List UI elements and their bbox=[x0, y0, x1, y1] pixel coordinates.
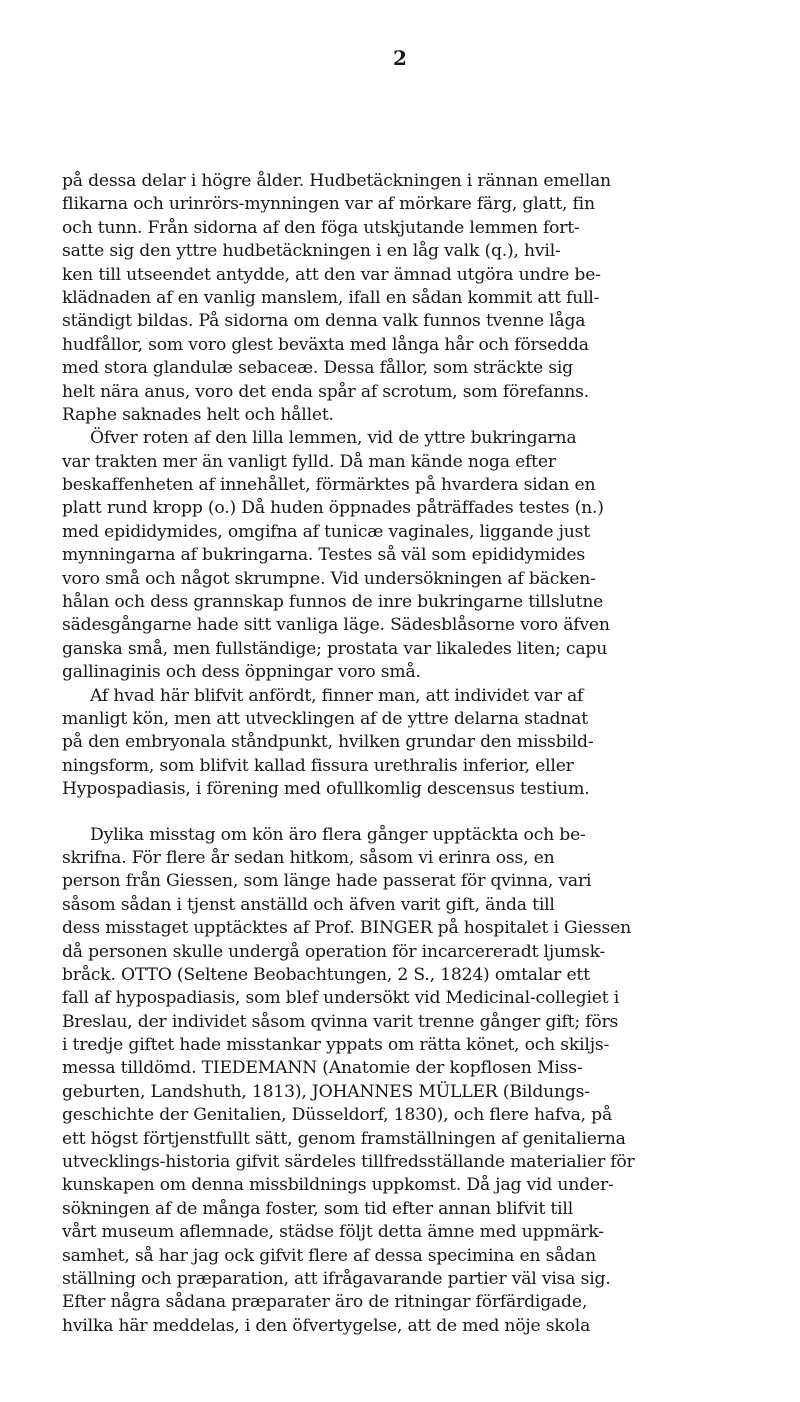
page-body bbox=[62, 170, 796, 1338]
text-line: med stora glandulæ sebaceæ. Dessa fållor, som sträckte sig bbox=[62, 358, 573, 379]
text-line: beskaffenheten af innehållet, förmärktes på hvardera sidan en bbox=[62, 475, 596, 496]
text-line: kunskapen om denna missbildnings uppkomst. Då jag vid under- bbox=[62, 1175, 614, 1196]
text-line: hudfållor, som voro glest beväxta med långa hår och försedda bbox=[62, 334, 589, 355]
text-line: ständigt bildas. På sidorna om denna valk funnos tvenne låga bbox=[62, 311, 586, 332]
text-line: samhet, så har jag ock gifvit flere af dessa specimina en sådan bbox=[62, 1245, 596, 1266]
text-line: ett högst förtjenstfullt sätt, genom framställningen af genitalierna bbox=[62, 1128, 626, 1149]
text-line: skrifna. För flere år sedan hitkom, såsom vi erinra oss, en bbox=[62, 847, 555, 868]
text-line: såsom sådan i tjenst anställd och äfven varit gift, ända till bbox=[62, 894, 555, 915]
text-line: utvecklings-historia gifvit särdeles tillfredsställande materialier för bbox=[62, 1152, 635, 1173]
text-line: manligt kön, men att utvecklingen af de yttre delarna stadnat bbox=[62, 708, 588, 729]
text-line: Af hvad här blifvit anfördt, finner man, att individet var af bbox=[90, 685, 584, 706]
text-line: satte sig den yttre hudbetäckningen i en låg valk (q.), hvil- bbox=[62, 241, 561, 262]
text-line: geschichte der Genitalien, Düsseldorf, 1830), och flere hafva, på bbox=[62, 1105, 613, 1126]
text-line: person från Giessen, som länge hade passerat för qvinna, vari bbox=[62, 871, 592, 892]
text-line: Breslau, der individet såsom qvinna varit trenne gånger gift; förs bbox=[62, 1011, 619, 1032]
text-line: flikarna och urinrörs-mynningen var af mörkare färg, glatt, fin bbox=[62, 194, 595, 215]
paragraph-gap bbox=[62, 802, 796, 824]
text-line: var trakten mer än vanligt fylld. Då man kände noga efter bbox=[62, 451, 556, 472]
text-line: hålan och dess grannskap funnos de inre bukringarne tillslutne bbox=[62, 592, 604, 613]
text-line: ställning och præparation, att ifrågavarande partier väl visa sig. bbox=[62, 1268, 611, 1289]
text-line: gallinaginis och dess öppningar voro små. bbox=[62, 662, 421, 683]
paragraph bbox=[62, 824, 796, 1339]
text-line: messa tilldömd. TIEDEMANN (Anatomie der kopflosen Miss- bbox=[62, 1058, 583, 1079]
text-line: vårt museum aflemnade, städse följt detta ämne med uppmärk- bbox=[62, 1222, 604, 1243]
text-line: Efter några sådana præparater äro de ritningar förfärdigade, bbox=[62, 1292, 588, 1313]
text-line: då personen skulle undergå operation för incarcereradt ljumsk- bbox=[62, 941, 606, 962]
text-line: voro små och något skrumpne. Vid undersökningen af bäcken- bbox=[62, 568, 596, 589]
text-line: Dylika misstag om kön äro flera gånger upptäckta och be- bbox=[90, 824, 586, 845]
text-line: i tredje giftet hade misstankar yppats om rätta könet, och skiljs- bbox=[62, 1035, 610, 1056]
text-line: platt rund kropp (o.) Då huden öppnades påträffades testes (n.) bbox=[62, 498, 604, 519]
text-line: på dessa delar i högre ålder. Hudbetäckningen i rännan emellan bbox=[62, 171, 611, 191]
text-line: med epididymides, omgifna af tunicæ vaginales, liggande just bbox=[62, 521, 590, 542]
text-line: ganska små, men fullständige; prostata var likaledes liten; capu bbox=[62, 638, 608, 659]
text-line: bråck. OTTO (Seltene Beobachtungen, 2 S., 1824) omtalar ett bbox=[62, 964, 590, 985]
text-line: mynningarna af bukringarna. Testes så väl som epididymides bbox=[62, 545, 585, 566]
text-line: geburten, Landshuth, 1813), JOHANNES MÜLLER (Bildungs- bbox=[62, 1081, 590, 1102]
paragraph bbox=[62, 170, 796, 427]
text-line: dess misstaget upptäcktes af Prof. BINGER på hospitalet i Giessen bbox=[62, 918, 631, 939]
text-line: på den embryonala ståndpunkt, hvilken grundar den missbild- bbox=[62, 732, 594, 753]
text-line: sädesgångarne hade sitt vanliga läge. Sädesblåsorne voro äfven bbox=[62, 615, 610, 636]
text-line: fall af hypospadiasis, som blef undersökt vid Medicinal-collegiet i bbox=[62, 988, 620, 1009]
paragraph bbox=[62, 685, 796, 802]
text-line: hvilka här meddelas, i den öfvertygelse, att de med nöje skola bbox=[62, 1315, 591, 1336]
text-line: klädnaden af en vanlig manslem, ifall en sådan kommit att full- bbox=[62, 287, 600, 308]
text-line: och tunn. Från sidorna af den föga utskjutande lemmen fort- bbox=[62, 217, 580, 238]
text-line: helt nära anus, voro det enda spår af scrotum, som förefanns. bbox=[62, 381, 589, 402]
text-line: Hypospadiasis, i förening med ofullkomlig descensus testium. bbox=[62, 779, 590, 800]
text-line: Raphe saknades helt och hållet. bbox=[62, 404, 334, 425]
text-line: ken till utseendet antydde, att den var ämnad utgöra undre be- bbox=[62, 264, 601, 285]
text-line: ningsform, som blifvit kallad fissura urethralis inferior, eller bbox=[62, 755, 574, 776]
text-line: sökningen af de många foster, som tid efter annan blifvit till bbox=[62, 1198, 574, 1219]
page-number: 2 bbox=[393, 46, 407, 70]
paragraph bbox=[62, 427, 796, 684]
text-line: Öfver roten af den lilla lemmen, vid de yttre bukringarna bbox=[90, 428, 577, 449]
